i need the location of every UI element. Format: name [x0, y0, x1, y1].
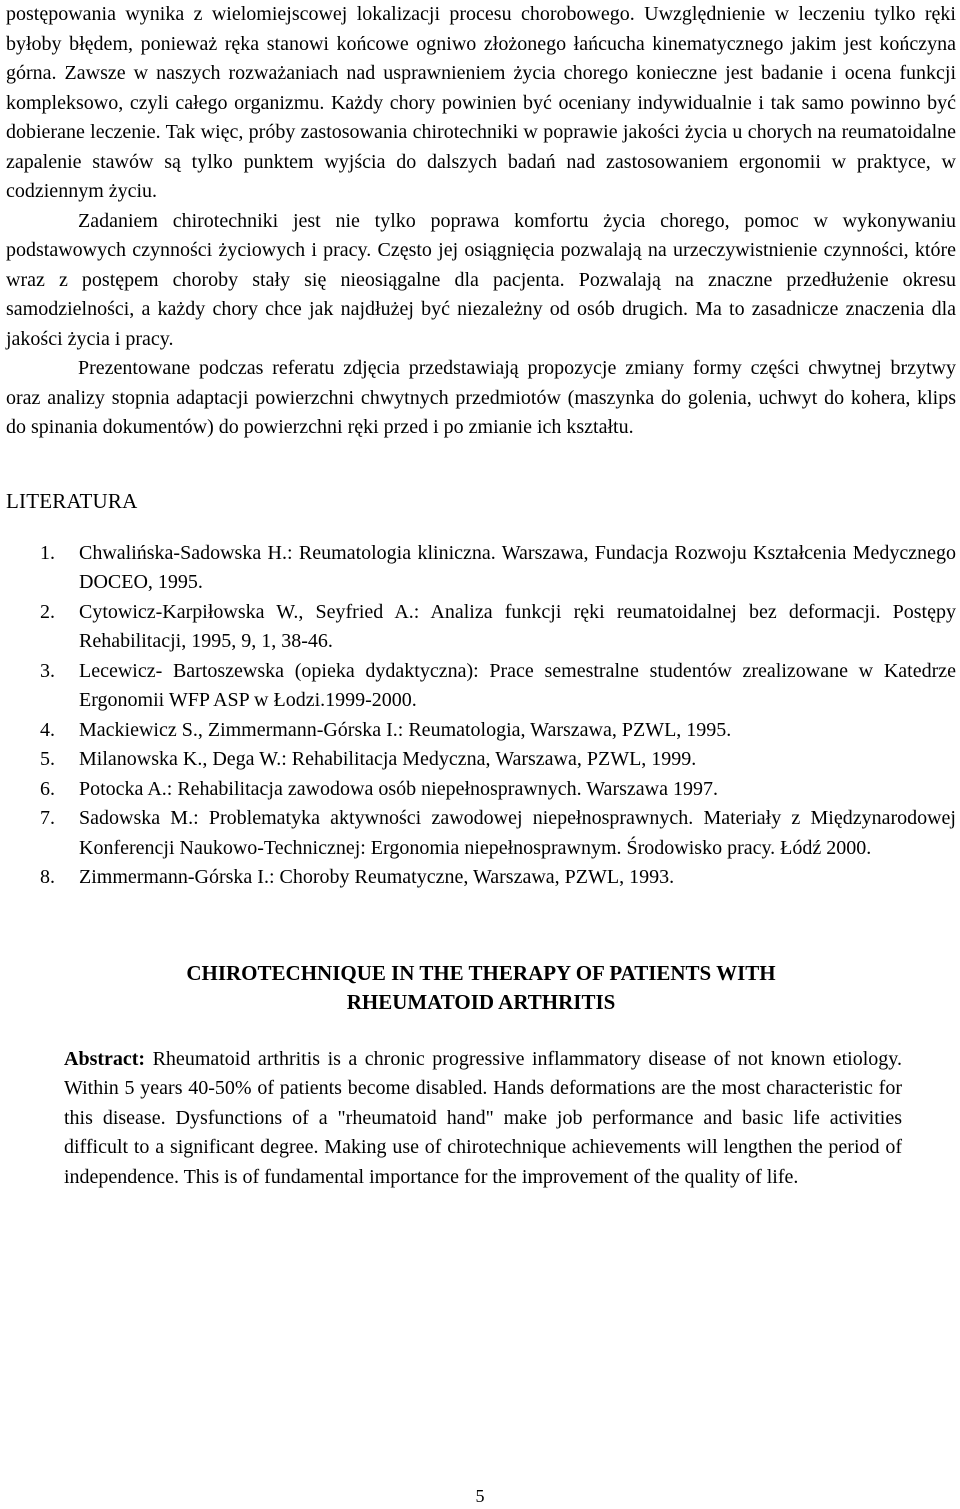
bibliography-item — [6, 804, 956, 863]
abstract-text: Rheumatoid arthritis is a chronic progressive inflammatory disease of not known etiology. Within 5 years 40-50% of patients become disabled. Hands deformations are the most characteristic for this disease. Dysfunctions of a "rheumatoid hand" make job performance and basic life activities difficult to a significant degree. Making use of chirotechnique achievements will lengthen the period of independence. This is of fundamental importance for the improvement of the quality of life. — [64, 1047, 902, 1188]
bibliography-item — [6, 598, 956, 657]
bibliography-text: Zimmermann-Górska I.: Choroby Reumatyczne, Warszawa, PZWL, 1993. — [79, 866, 675, 888]
bibliography-text: Lecewicz- Bartoszewska (opieka dydaktyczna): Prace semestralne studentów zrealizowane w Katedrze Ergonomii WFP ASP w Łodzi.1999-2000. — [79, 659, 956, 711]
bibliography-text: Mackiewicz S., Zimmermann-Górska I.: Reumatologia, Warszawa, PZWL, 1995. — [79, 718, 732, 741]
bibliography-text: Milanowska K., Dega W.: Rehabilitacja Medyczna, Warszawa, PZWL, 1999. — [79, 748, 697, 770]
bibliography-number: 3. — [40, 659, 55, 682]
bibliography-number: 1. — [40, 541, 55, 564]
bibliography-item — [6, 745, 956, 775]
bibliography-number: 2. — [40, 600, 55, 623]
bibliography-list — [6, 539, 956, 893]
bibliography-number: 4. — [40, 718, 55, 741]
bibliography-item — [6, 775, 956, 805]
bibliography-item — [6, 716, 956, 746]
page-number: 5 — [475, 1486, 485, 1506]
bibliography-text: Potocka A.: Rehabilitacja zawodowa osób niepełnosprawnych. Warszawa 1997. — [79, 777, 718, 800]
bibliography-text: Chwalińska-Sadowska H.: Reumatologia kliniczna. Warszawa, Fundacja Rozwoju Kształcenia Medycznego DOCEO, 1995. — [79, 541, 956, 593]
bibliography-number: 6. — [40, 777, 55, 800]
body-paragraph-1: postępowania wynika z wielomiejscowej lokalizacji procesu chorobowego. Uwzględnienie w leczeniu tylko ręki byłoby błędem, ponieważ ręka stanowi końcowe ogniwo złożonego łańcucha kinematycznego jakim jest kończyna górna. Zawsze w naszych rozważaniach nad usprawnieniem życia chorego konieczne jest badanie i ocena funkcji kompleksowo, czyli całego organizmu. Każdy chory powinien być oceniany indywidualnie i tak samo powinno być dobierane leczenie. Tak więc, próby zastosowania chirotechniki w poprawie jakości życia u chorych na reumatoidalne zapalenie stawów są tylko punktem wyjścia do dalszych badań nad zastosowaniem ergonomii w praktyce, w codziennym życiu. — [6, 3, 956, 202]
abstract-label: Abstract: — [64, 1047, 146, 1070]
document-page — [6, 0, 956, 1192]
literature-heading: LITERATURA — [6, 488, 138, 513]
bibliography-number: 5. — [40, 748, 55, 770]
bibliography-text: Cytowicz-Karpiłowska W., Seyfried A.: Analiza funkcji ręki reumatoidalnej bez deformacji. Postępy Rehabilitacji, 1995, 9, 1, 38-46. — [79, 600, 956, 652]
bibliography-number: 7. — [40, 807, 55, 829]
bibliography-number: 8. — [40, 866, 55, 888]
english-title — [6, 959, 956, 1017]
english-title-line-1: CHIROTECHNIQUE IN THE THERAPY OF PATIENTS WITH — [186, 960, 776, 985]
bibliography-item — [6, 539, 956, 598]
bibliography-item — [6, 863, 956, 893]
english-title-line-2: RHEUMATOID ARTHRITIS — [346, 989, 616, 1014]
abstract-paragraph — [64, 1045, 902, 1193]
body-paragraph-3: Prezentowane podczas referatu zdjęcia przedstawiają propozycje zmiany formy części chwytnej brzytwy oraz analizy stopnia adaptacji powierzchni chwytnych przedmiotów (maszynka do golenia, uchwyt do kohera, klips do spinania dokumentów) do powierzchni ręki przed i po zmianie ich kształtu. — [6, 357, 956, 438]
bibliography-item — [6, 657, 956, 716]
body-paragraph-2: Zadaniem chirotechniki jest nie tylko poprawa komfortu życia chorego, pomoc w wykonywaniu podstawowych czynności życiowych i pracy. Często jej osiągnięcia pozwalają na urzeczywistnienie czynności, które wraz z postępem choroby stały się nieosiągalne dla pacjenta. Pozwalają na znaczne przedłużenie okresu samodzielności, a każdy chory chce jak najdłużej być niezależny od osób drugich. Ma to zasadnicze znaczenia dla jakości życia i pracy. — [6, 209, 956, 350]
bibliography-text: Sadowska M.: Problematyka aktywności zawodowej niepełnosprawnych. Materiały z Międzynarodowej Konferencji Naukowo-Technicznej: Ergonomia niepełnosprawnym. Środowisko pracy. Łódź 2000. — [79, 807, 956, 859]
